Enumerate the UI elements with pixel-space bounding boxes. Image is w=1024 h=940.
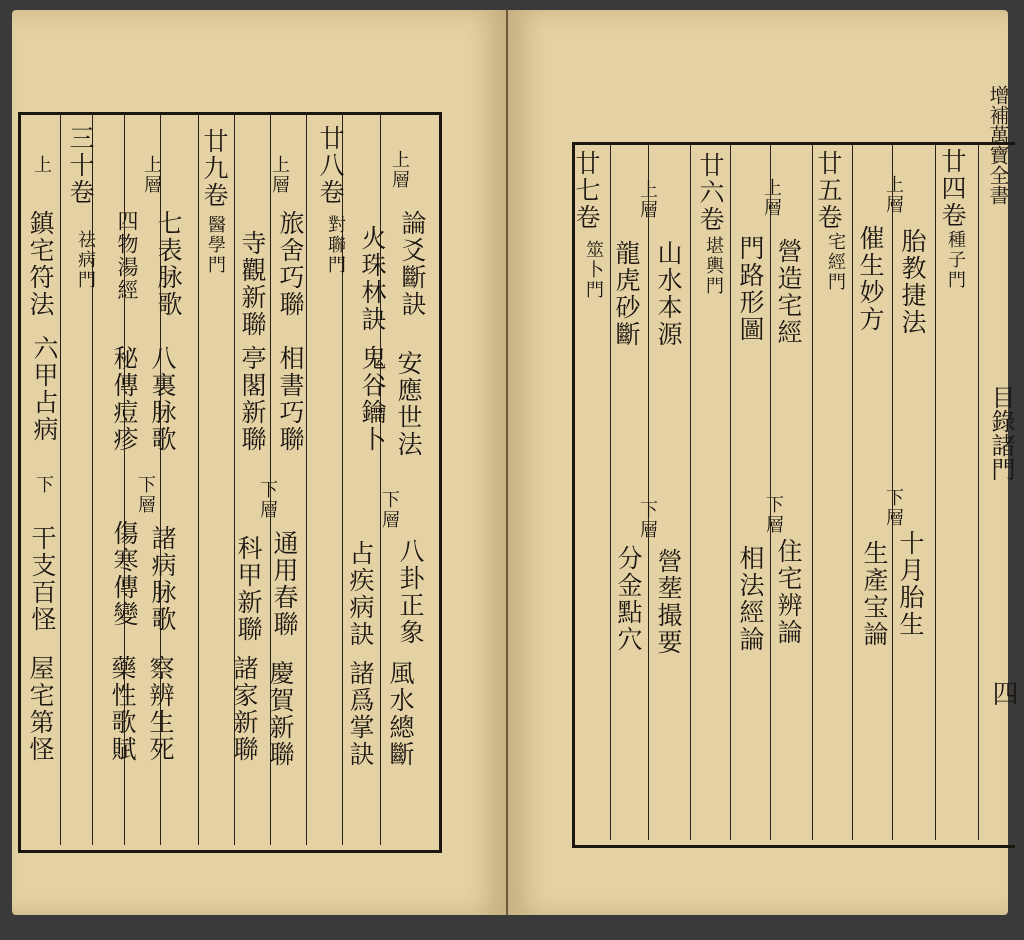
left-c6-main: 旅舍巧聯 [276,210,305,318]
right-c2-lower-heading: 下層 [883,488,904,528]
right-vol-25: 廿五卷 [814,150,843,231]
left-vol-28: 廿八卷 [316,125,345,206]
left-c10-extra: 四物湯經 [115,210,139,302]
left-c10-lower2: 藥性歌賦 [108,655,137,763]
left-c2-lower: 風水總斷 [386,660,415,768]
right-c6-extra: 門路形圖 [736,235,765,343]
right-c6-lower: 相法經論 [736,545,765,653]
left-c7-extra: 寺觀新聯 [238,230,267,338]
right-vol-27-sub: 筮卜門 [583,240,604,300]
left-c12-top: 上 [31,155,52,175]
right-c5-lower-heading: 下層 [763,495,784,535]
left-c1-top: 上層 [389,150,410,190]
right-c8-main: 山水本源 [654,240,683,348]
right-c3-extra: 催生妙方 [856,225,885,333]
right-vol-26-sub: 堪輿門 [703,236,724,296]
right-vol-25-sub: 宅經門 [825,232,846,292]
left-vol-29: 廿九卷 [200,128,229,209]
left-c1-lower-heading: 下層 [379,490,400,530]
left-c9-top: 上層 [141,155,162,195]
left-vol-30: 三十卷 [66,125,95,206]
right-c2-top: 上層 [883,175,904,215]
left-c3-lower: 占疾病訣 [346,540,375,648]
left-c12-main2: 六甲占病 [30,335,59,443]
right-c8-top: 上層 [637,180,658,220]
left-c1-main: 論爻斷訣 [398,210,427,318]
left-c6-lower2: 慶賀新聯 [266,660,295,768]
right-c9-lower: 分金點穴 [614,545,643,653]
left-c12-lower: 干支百怪 [28,525,57,633]
right-c2-main: 胎教捷法 [898,228,927,336]
left-c6-main2: 相書巧聯 [276,345,305,453]
right-vol-24: 廿四卷 [938,148,967,229]
left-c10-lower: 傷寒傳變 [110,520,139,628]
left-c6-lower-heading: 下層 [257,480,278,520]
right-edge-title: 增補萬寶全書 [986,85,1010,205]
right-vol-26: 廿六卷 [696,152,725,233]
left-c12-lower-heading: 下 [33,475,54,495]
right-c8-lower: 營塟撮要 [654,548,683,656]
right-vol-27: 廿七卷 [572,150,601,231]
left-c7-lower2: 諸家新聯 [230,655,259,763]
left-c9-lower: 諸病脉歌 [148,525,177,633]
right-c3-lower: 生產宝論 [860,540,889,648]
left-c12-lower2: 屋宅第怪 [26,655,55,763]
left-c6-lower: 通用春聯 [270,530,299,638]
right-c8-lower-heading: 下層 [637,500,658,540]
left-c12-main: 鎮宅符法 [26,210,55,318]
right-vol-24-sub: 種子門 [945,230,966,290]
left-c10-main: 秘傳痘疹 [110,345,139,453]
right-c5-top: 上層 [761,178,782,218]
right-edge-sub: 目錄諸門 [987,385,1015,481]
right-c9-extra: 龍虎砂斷 [612,240,641,348]
left-vol-29-sub: 醫學門 [205,215,226,275]
page-folio: 四 [988,680,1018,706]
right-c5-main: 營造宅經 [774,238,803,346]
left-c3-extra: 鬼谷鑰卜 [358,345,387,453]
left-vol-28-sub: 對聯門 [325,215,346,275]
left-c7-lower: 科甲新聯 [234,535,263,643]
left-c9-main: 七表脉歌 [154,210,183,318]
left-c2-extra: 火珠林訣 [358,225,387,333]
left-c9-main2: 八裏脉歌 [148,345,177,453]
left-c6-top: 上層 [269,155,290,195]
right-c2-lower: 十月胎生 [896,530,925,638]
left-c9-lower2: 察辨生死 [146,655,175,763]
left-c4-lower2: 諸爲掌訣 [346,660,375,768]
left-c9-lower-heading: 下層 [135,475,156,515]
left-c1-lower: 八卦正象 [396,538,425,646]
left-c2-main: 安應世法 [394,350,423,458]
right-c5-lower: 住宅辨論 [774,538,803,646]
left-vol-30-sub: 祛病門 [75,230,96,290]
left-c7-main: 亭閣新聯 [238,345,267,453]
